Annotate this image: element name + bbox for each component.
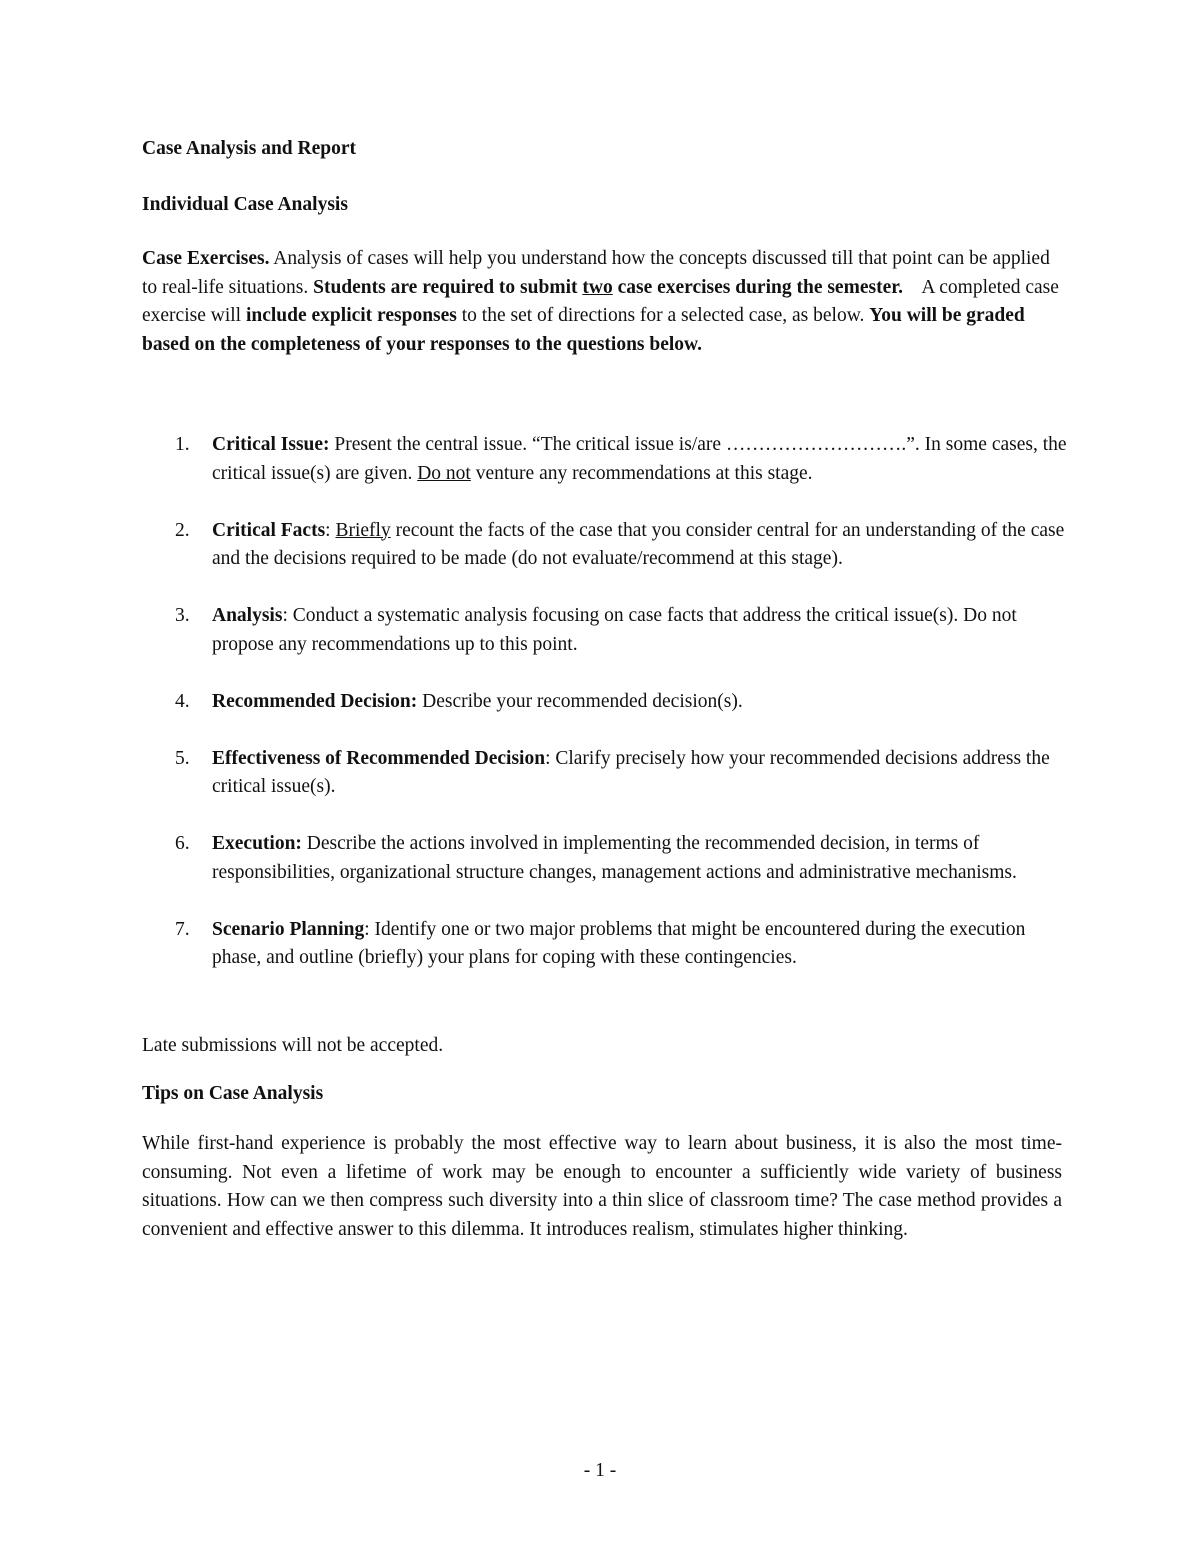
requirement-text-end: case exercises during the semester. <box>612 276 903 298</box>
list-number: 6. <box>175 833 190 854</box>
list-number: 7. <box>175 918 190 940</box>
item-text: : Clarify precisely how your recommended decisions address the critical issue(s). <box>212 747 1050 797</box>
requirement-text-start: Students are required to submit <box>313 276 583 298</box>
item-text: Present the central issue. “The critical issue is/are ……………………….”. In some cases, the critical issue(s) are given. <box>212 434 1067 484</box>
item-heading: Analysis <box>212 605 283 626</box>
list-number: 1. <box>175 434 190 455</box>
list-item-critical-issue <box>142 431 1067 488</box>
late-submission-note: Late submissions will not be accepted. <box>142 1035 444 1056</box>
item-text: Describe your recommended decision(s). <box>417 690 743 712</box>
list-number: 2. <box>175 519 190 541</box>
item-text: recount the facts of the case that you consider central for an understanding of the case and the decisions required to be made (do not evaluate/recommend at this stage). <box>212 519 1065 569</box>
grading-text: You will be graded based on the completeness of your responses to the questions below. <box>142 305 1025 355</box>
section-heading-individual-case-analysis: Individual Case Analysis <box>142 194 348 215</box>
list-item-effectiveness <box>142 745 1067 802</box>
list-item-execution <box>142 830 1067 887</box>
item-heading: Critical Issue: <box>212 434 330 455</box>
directions-list <box>142 431 1067 1001</box>
intro-paragraph <box>142 245 1062 359</box>
item-text: : Identify one or two major problems that might be encountered during the execution phase, and outline (briefly) your plans for coping with these contingencies. <box>212 918 1026 968</box>
item-emphasis: Do not <box>417 462 471 484</box>
item-colon: : <box>325 519 336 541</box>
intro-text-2: A completed case exercise will <box>142 276 1064 326</box>
explicit-responses-text: include explicit responses <box>245 305 457 326</box>
intro-lead: Case Exercises. <box>142 248 270 269</box>
item-heading: Scenario Planning <box>212 918 365 940</box>
item-text: : Conduct a systematic analysis focusing on case facts that address the critical issue(s). Do not propose any recommendations up to this point. <box>212 605 1017 655</box>
item-emphasis: Briefly <box>335 519 391 541</box>
item-heading: Effectiveness of Recommended Decision <box>212 747 546 769</box>
list-item-analysis <box>142 602 1067 659</box>
list-item-critical-facts <box>142 517 1067 574</box>
list-number: 4. <box>175 690 190 712</box>
list-number: 5. <box>175 747 190 769</box>
item-text-end: venture any recommendations at this stage. <box>470 462 813 484</box>
list-item-recommended-decision <box>142 688 1067 717</box>
document-title: Case Analysis and Report <box>142 138 356 159</box>
item-heading: Critical Facts <box>212 519 326 541</box>
item-heading: Recommended Decision: <box>212 690 418 712</box>
requirement-count: two <box>582 276 613 298</box>
item-text: Describe the actions involved in implementing the recommended decision, in terms of responsibilities, organizational structure changes, management actions and administrative mechanisms. <box>212 833 1017 883</box>
requirement-text <box>313 277 903 298</box>
list-item-scenario-planning <box>142 916 1067 973</box>
list-number: 3. <box>175 605 190 626</box>
tips-paragraph: While first-hand experience is probably the most effective way to learn about business, it is also the most time-consuming. Not even a lifetime of work may be enough to encounter a sufficiently wide variety of business situations. How can we then compress such diversity into a thin slice of classroom time? The case method provides a convenient and effective answer to this dilemma. It introduces realism, stimulates higher thinking. <box>142 1133 1062 1240</box>
page-number: - 1 - <box>583 1460 617 1481</box>
item-heading: Execution: <box>212 833 302 854</box>
intro-text: Analysis of cases will help you understand how the concepts discussed till that point can be applied to real-life situations. <box>142 248 1050 298</box>
section-heading-tips: Tips on Case Analysis <box>142 1083 324 1104</box>
intro-text-3: to the set of directions for a selected case, as below. <box>456 305 870 326</box>
